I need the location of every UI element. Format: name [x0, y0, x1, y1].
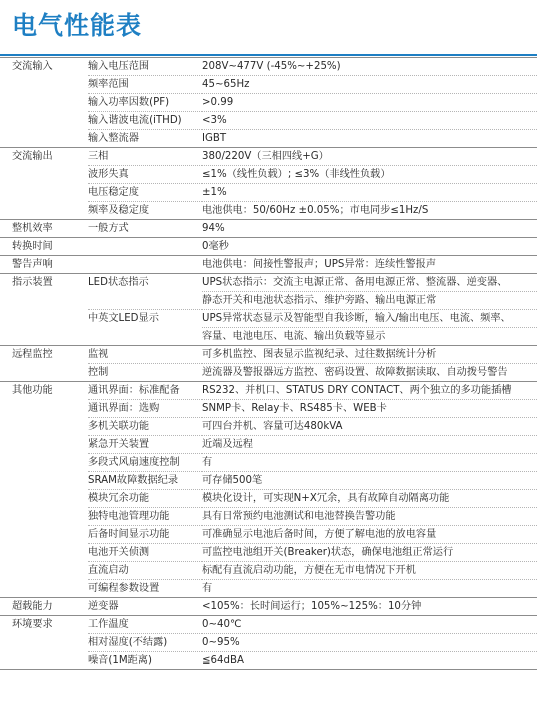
section-name	[0, 202, 88, 220]
table-row	[0, 526, 537, 544]
section-name	[0, 508, 88, 526]
item-value: 静态开关和电池状态指示、维护旁路、输出电源正常	[202, 292, 537, 310]
section-name	[0, 544, 88, 562]
item-value: 模块化设计，可实现N+X冗余，具有故障自动隔离功能	[202, 490, 537, 508]
table-row	[0, 130, 537, 148]
item-label: 逆变器	[88, 598, 202, 616]
section-name	[0, 328, 88, 346]
table-row	[0, 580, 537, 598]
item-label: 频率及稳定度	[88, 202, 202, 220]
item-value: 有	[202, 454, 537, 472]
section-name	[0, 130, 88, 148]
item-value: 45~65Hz	[202, 76, 537, 94]
page-title: 电气性能表	[12, 11, 143, 40]
item-label: 输入谐波电流(iTHD)	[88, 112, 202, 130]
item-label: 一般方式	[88, 220, 202, 238]
table-row	[0, 292, 537, 310]
item-label: 工作温度	[88, 616, 202, 634]
item-value: ±1%	[202, 184, 537, 202]
item-label: 通讯界面：标准配备	[88, 382, 202, 400]
item-label: 可编程参数设置	[88, 580, 202, 598]
table-row	[0, 598, 537, 616]
section-name	[0, 292, 88, 310]
item-value: 逆流器及警报器远方监控、密码设置、故障数据读取、自动拨号警告	[202, 364, 537, 382]
section-name: 指示装置	[0, 274, 88, 292]
section-name	[0, 562, 88, 580]
section-name	[0, 166, 88, 184]
item-label: 独特电池管理功能	[88, 508, 202, 526]
section-name	[0, 76, 88, 94]
item-label: LED状态指示	[88, 274, 202, 292]
item-value: 0~95%	[202, 634, 537, 652]
section-name	[0, 526, 88, 544]
table-row	[0, 274, 537, 292]
section-name	[0, 418, 88, 436]
item-label: SRAM故障数据纪录	[88, 472, 202, 490]
section-name: 交流输入	[0, 58, 88, 76]
table-row	[0, 508, 537, 526]
item-label: 输入整流器	[88, 130, 202, 148]
section-name	[0, 634, 88, 652]
item-label: 波形失真	[88, 166, 202, 184]
section-name: 整机效率	[0, 220, 88, 238]
section-name: 环境要求	[0, 616, 88, 634]
table-row	[0, 544, 537, 562]
item-label	[88, 328, 202, 346]
item-label: 监视	[88, 346, 202, 364]
item-label	[88, 238, 202, 256]
section-name	[0, 364, 88, 382]
section-name	[0, 454, 88, 472]
item-label: 三相	[88, 148, 202, 166]
section-name: 其他功能	[0, 382, 88, 400]
item-value: UPS异常状态显示及智能型自我诊断，输入/输出电压、电流、频率、	[202, 310, 537, 328]
item-value: 380/220V（三相四线+G）	[202, 148, 537, 166]
table-row	[0, 418, 537, 436]
table-row	[0, 76, 537, 94]
item-value: 可多机监控、图表显示监视纪录、过往数据统计分析	[202, 346, 537, 364]
title-rule	[0, 54, 537, 56]
section-name	[0, 436, 88, 454]
item-value: 容量、电池电压、电流、输出负载等显示	[202, 328, 537, 346]
section-name	[0, 310, 88, 328]
item-value: 有	[202, 580, 537, 598]
item-label: 中英文LED显示	[88, 310, 202, 328]
item-label: 多机关联功能	[88, 418, 202, 436]
item-value: 208V~477V (-45%~+25%)	[202, 58, 537, 76]
item-label: 电池开关侦测	[88, 544, 202, 562]
item-label	[88, 292, 202, 310]
item-value: UPS状态指示：交流主电源正常、备用电源正常、整流器、逆变器、	[202, 274, 537, 292]
item-value: 0~40℃	[202, 616, 537, 634]
item-value: 标配有直流启动功能，方便在无市电情况下开机	[202, 562, 537, 580]
table-row	[0, 346, 537, 364]
item-value: 94%	[202, 220, 537, 238]
item-label: 电压稳定度	[88, 184, 202, 202]
item-value: 0毫秒	[202, 238, 537, 256]
table-row	[0, 634, 537, 652]
item-label: 紧急开关装置	[88, 436, 202, 454]
item-label: 相对湿度(不结露)	[88, 634, 202, 652]
table-row	[0, 184, 537, 202]
section-name	[0, 400, 88, 418]
table-row	[0, 490, 537, 508]
item-value: 电池供电：50/60Hz ±0.05%；市电同步≤1Hz/S	[202, 202, 537, 220]
item-value: <3%	[202, 112, 537, 130]
table-row	[0, 94, 537, 112]
item-label	[88, 256, 202, 274]
table-row	[0, 328, 537, 346]
item-label: 控制	[88, 364, 202, 382]
table-row	[0, 382, 537, 400]
item-label: 通讯界面：选购	[88, 400, 202, 418]
table-row	[0, 238, 537, 256]
table-row	[0, 148, 537, 166]
section-name	[0, 580, 88, 598]
section-name	[0, 472, 88, 490]
item-value: 可存储500笔	[202, 472, 537, 490]
item-label: 输入电压范围	[88, 58, 202, 76]
table-row	[0, 400, 537, 418]
item-value: 近端及远程	[202, 436, 537, 454]
item-label: 直流启动	[88, 562, 202, 580]
section-name: 远程监控	[0, 346, 88, 364]
section-name: 警告声响	[0, 256, 88, 274]
table-row	[0, 616, 537, 634]
table-row	[0, 310, 537, 328]
item-value: 电池供电：间接性警报声；UPS异常：连续性警报声	[202, 256, 537, 274]
table-row	[0, 652, 537, 670]
item-label: 后备时间显示功能	[88, 526, 202, 544]
item-label: 噪音(1M距离)	[88, 652, 202, 670]
table-row	[0, 58, 537, 76]
item-label: 输入功率因数(PF)	[88, 94, 202, 112]
item-value: 可准确显示电池后备时间，方便了解电池的放电容量	[202, 526, 537, 544]
table-row	[0, 202, 537, 220]
item-value: 可监控电池组开关(Breaker)状态，确保电池组正常运行	[202, 544, 537, 562]
section-name	[0, 184, 88, 202]
item-label: 频率范围	[88, 76, 202, 94]
spec-table	[0, 57, 537, 670]
table-row	[0, 256, 537, 274]
table-row	[0, 166, 537, 184]
item-label: 模块冗余功能	[88, 490, 202, 508]
table-row	[0, 454, 537, 472]
section-name	[0, 94, 88, 112]
section-name	[0, 490, 88, 508]
item-value: >0.99	[202, 94, 537, 112]
item-value: SNMP卡、Relay卡、RS485卡、WEB卡	[202, 400, 537, 418]
item-value: RS232、并机口、STATUS DRY CONTACT、两个独立的多功能插槽	[202, 382, 537, 400]
item-value: 可四台并机、容量可达480kVA	[202, 418, 537, 436]
item-value: ≦64dBA	[202, 652, 537, 670]
section-name: 交流输出	[0, 148, 88, 166]
item-value: <105%：长时间运行；105%~125%：10分钟	[202, 598, 537, 616]
table-row	[0, 364, 537, 382]
table-row	[0, 472, 537, 490]
section-name: 转换时间	[0, 238, 88, 256]
section-name	[0, 652, 88, 670]
item-value: ≤1%（线性负载）; ≤3%（非线性负载）	[202, 166, 537, 184]
table-row	[0, 562, 537, 580]
table-row	[0, 112, 537, 130]
section-name: 超载能力	[0, 598, 88, 616]
table-row	[0, 220, 537, 238]
item-value: IGBT	[202, 130, 537, 148]
section-name	[0, 112, 88, 130]
item-value: 具有日常预约电池测试和电池替换告警功能	[202, 508, 537, 526]
table-row	[0, 436, 537, 454]
item-label: 多段式风扇速度控制	[88, 454, 202, 472]
